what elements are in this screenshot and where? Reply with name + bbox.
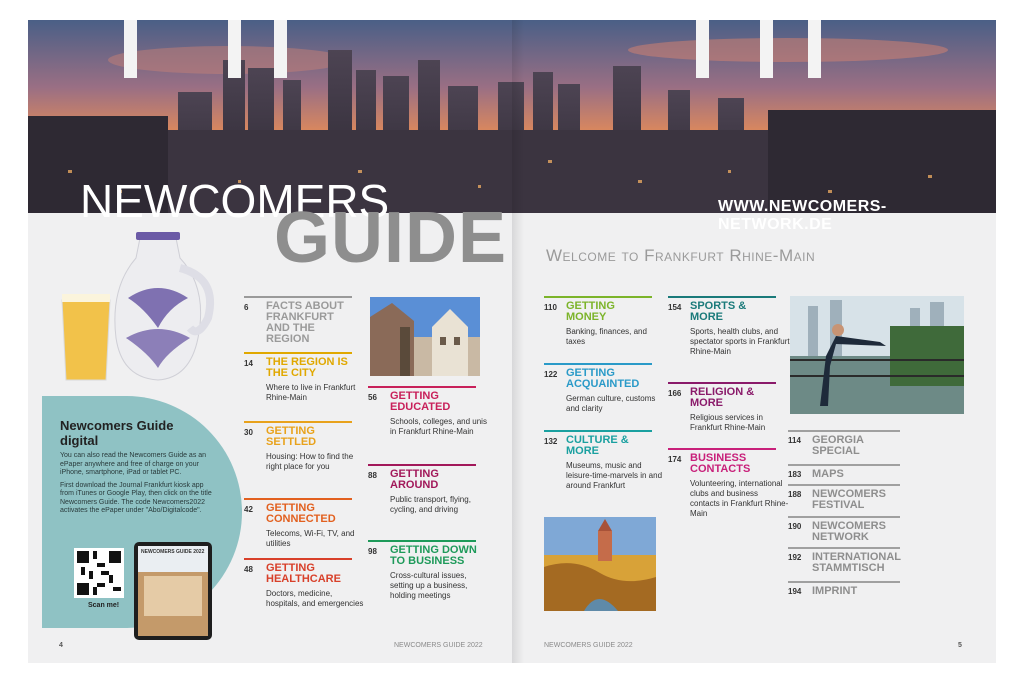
- toc-small-entry[interactable]: [788, 516, 900, 543]
- toc-entry-rule: [368, 464, 476, 466]
- toc-entry-page-number: 114: [788, 436, 801, 445]
- toc-entry-rule: [544, 430, 652, 432]
- spine-shadow: [512, 20, 524, 663]
- toc-entry[interactable]: [244, 352, 354, 403]
- toc-entry-page-number: 166: [668, 389, 682, 398]
- tablet-cover-image: [134, 542, 212, 640]
- website-url[interactable]: WWW.NEWCOMERS-NETWORK.DE: [718, 198, 887, 233]
- old-town-photo: [370, 297, 480, 376]
- toc-entry-heading[interactable]: GETTING SETTLED: [266, 425, 317, 448]
- toc-entry-description: German culture, customs and clarity: [566, 394, 656, 413]
- footer-label-left: NEWCOMERS GUIDE 2022: [394, 642, 483, 649]
- toc-entry-rule: [244, 498, 352, 500]
- toc-entry-heading[interactable]: CULTURE & MORE: [566, 434, 629, 457]
- digital-title: Newcomers Guide digital: [60, 418, 174, 448]
- digital-description: [60, 452, 218, 520]
- toc-entry-page-number: 188: [788, 490, 802, 499]
- title-guide: GUIDE: [274, 198, 508, 278]
- toc-entry-page-number: 30: [244, 428, 253, 437]
- toc-entry-page-number: 48: [244, 565, 253, 574]
- toc-small-entry[interactable]: [788, 547, 900, 574]
- toc-entry-heading[interactable]: GEORGIA SPECIAL: [812, 434, 864, 457]
- decor-tab: [808, 20, 821, 78]
- toc-entry[interactable]: [544, 296, 654, 347]
- toc-entry-description: Religious services in Frankfurt Rhine-Main: [690, 413, 766, 432]
- toc-entry-page-number: 14: [244, 359, 253, 368]
- toc-entry-rule: [668, 296, 776, 298]
- runner-stretching-photo: [790, 296, 964, 414]
- toc-entry-rule: [244, 421, 352, 423]
- toc-entry-page-number: 42: [244, 505, 253, 514]
- toc-entry[interactable]: [244, 558, 364, 609]
- toc-entry[interactable]: [544, 430, 663, 491]
- toc-entry-rule: [244, 558, 352, 560]
- toc-entry[interactable]: [244, 498, 354, 549]
- toc-entry-description: Doctors, medicine, hospitals, and emergencies: [266, 589, 364, 608]
- toc-entry-heading[interactable]: BUSINESS CONTACTS: [690, 452, 751, 475]
- cathedral-landscape-photo: [544, 517, 656, 611]
- toc-entry-heading[interactable]: GETTING CONNECTED: [266, 502, 336, 525]
- toc-entry-heading[interactable]: FACTS ABOUT FRANKFURT AND THE REGION: [266, 300, 344, 345]
- toc-entry-page-number: 174: [668, 455, 682, 464]
- footer-label-right: NEWCOMERS GUIDE 2022: [544, 642, 633, 649]
- toc-entry-page-number: 194: [788, 587, 802, 596]
- toc-entry[interactable]: [244, 421, 354, 472]
- decor-tab: [124, 20, 137, 78]
- page-number-left: 4: [59, 642, 63, 649]
- digital-paragraph: First download the Journal Frankfurt kiosk app from iTunes or Google Play, then click on the title Newcomers Guide. The code Newcomers2022 activates the ePaper under "Abo/Digitalcode".: [60, 481, 212, 514]
- toc-entry-page-number: 192: [788, 553, 802, 562]
- toc-entry-heading[interactable]: GETTING DOWN TO BUSINESS: [390, 544, 477, 567]
- toc-entry-page-number: 132: [544, 437, 558, 446]
- toc-entry-rule: [544, 296, 652, 298]
- decor-tab: [696, 20, 709, 78]
- toc-entry-description: Telecoms, Wi-Fi, TV, and utilities: [266, 529, 355, 548]
- decor-tab: [760, 20, 773, 78]
- toc-entry-heading[interactable]: GETTING EDUCATED: [390, 390, 451, 413]
- toc-entry-heading[interactable]: THE REGION IS THE CITY: [266, 356, 348, 379]
- toc-entry-description: Public transport, flying, cycling, and driving: [390, 495, 471, 514]
- jug-and-glass-image: [58, 228, 218, 388]
- scan-me-label: Scan me!: [88, 602, 120, 609]
- toc-entry-description: Housing: How to find the right place for you: [266, 452, 354, 471]
- toc-entry-heading[interactable]: NEWCOMERS NETWORK: [812, 520, 886, 543]
- toc-entry-heading[interactable]: IMPRINT: [812, 585, 858, 597]
- toc-entry[interactable]: [244, 296, 354, 345]
- toc-entry-heading[interactable]: MAPS: [812, 468, 844, 480]
- toc-entry-heading[interactable]: GETTING ACQUAINTED: [566, 367, 640, 390]
- toc-entry[interactable]: [368, 540, 478, 601]
- toc-small-entry[interactable]: [788, 581, 900, 597]
- title-newcomers: NEWCOMERS: [80, 175, 390, 227]
- toc-entry-page-number: 98: [368, 547, 377, 556]
- toc-entry[interactable]: [544, 363, 654, 414]
- decor-tab: [274, 20, 287, 78]
- digital-paragraph: You can also read the Newcomers Guide as an ePaper anywhere and free of charge on your iPhone, smartphone, iPad or tablet PC.: [60, 452, 207, 476]
- toc-entry-description: Sports, health clubs, and spectator sports in Frankfurt Rhine-Main: [690, 327, 790, 356]
- toc-entry[interactable]: [368, 386, 487, 437]
- toc-entry-description: Banking, finances, and taxes: [566, 327, 647, 346]
- toc-entry-page-number: 154: [668, 303, 682, 312]
- toc-entry-rule: [544, 363, 652, 365]
- toc-entry-page-number: 110: [544, 303, 557, 312]
- toc-entry-rule: [244, 296, 352, 298]
- toc-entry-description: Museums, music and leisure-time-marvels in and around Frankfurt: [566, 461, 663, 490]
- toc-small-entry[interactable]: [788, 430, 900, 457]
- toc-entry-page-number: 190: [788, 522, 802, 531]
- toc-entry-heading[interactable]: GETTING MONEY: [566, 300, 615, 323]
- toc-entry[interactable]: [668, 382, 778, 433]
- toc-entry-rule: [244, 352, 352, 354]
- page-number-right: 5: [958, 642, 962, 649]
- toc-entry-rule: [788, 484, 900, 486]
- toc-entry[interactable]: [668, 296, 790, 357]
- magazine-spread: [28, 20, 996, 663]
- toc-entry-rule: [788, 516, 900, 518]
- toc-entry-page-number: 183: [788, 470, 802, 479]
- toc-entry-description: Cross-cultural issues, setting up a business, holding meetings: [390, 571, 468, 600]
- toc-entry-description: Volunteering, international clubs and business contacts in Frankfurt Rhine-Main: [690, 479, 789, 518]
- toc-entry[interactable]: [668, 448, 789, 519]
- toc-entry-heading[interactable]: RELIGION & MORE: [690, 386, 755, 409]
- toc-entry[interactable]: [368, 464, 478, 515]
- toc-small-entry[interactable]: [788, 464, 900, 480]
- decor-tab: [228, 20, 241, 78]
- toc-small-entry[interactable]: [788, 484, 900, 511]
- toc-entry-page-number: 88: [368, 471, 377, 480]
- toc-entry-page-number: 6: [244, 303, 249, 312]
- toc-entry-rule: [668, 382, 776, 384]
- toc-entry-rule: [788, 430, 900, 432]
- toc-entry-rule: [788, 464, 900, 466]
- toc-entry-heading[interactable]: SPORTS & MORE: [690, 300, 747, 323]
- toc-entry-rule: [788, 581, 900, 583]
- toc-entry-heading[interactable]: NEWCOMERS FESTIVAL: [812, 488, 886, 511]
- toc-entry-page-number: 56: [368, 393, 377, 402]
- toc-entry-rule: [788, 547, 900, 549]
- welcome-heading: Welcome to Frankfurt Rhine-Main: [546, 246, 816, 265]
- toc-entry-heading[interactable]: INTERNATIONAL STAMMTISCH: [812, 551, 901, 574]
- toc-entry-description: Schools, colleges, and unis in Frankfurt Rhine-Main: [390, 417, 487, 436]
- toc-entry-rule: [668, 448, 776, 450]
- qr-code[interactable]: [74, 548, 124, 598]
- toc-entry-rule: [368, 386, 476, 388]
- toc-entry-description: Where to live in Frankfurt Rhine-Main: [266, 383, 356, 402]
- toc-entry-heading[interactable]: GETTING AROUND: [390, 468, 439, 491]
- toc-entry-page-number: 122: [544, 370, 558, 379]
- toc-entry-rule: [368, 540, 476, 542]
- toc-entry-heading[interactable]: GETTING HEALTHCARE: [266, 562, 341, 585]
- tablet-cover-title: NEWCOMERS GUIDE 2022: [141, 549, 205, 555]
